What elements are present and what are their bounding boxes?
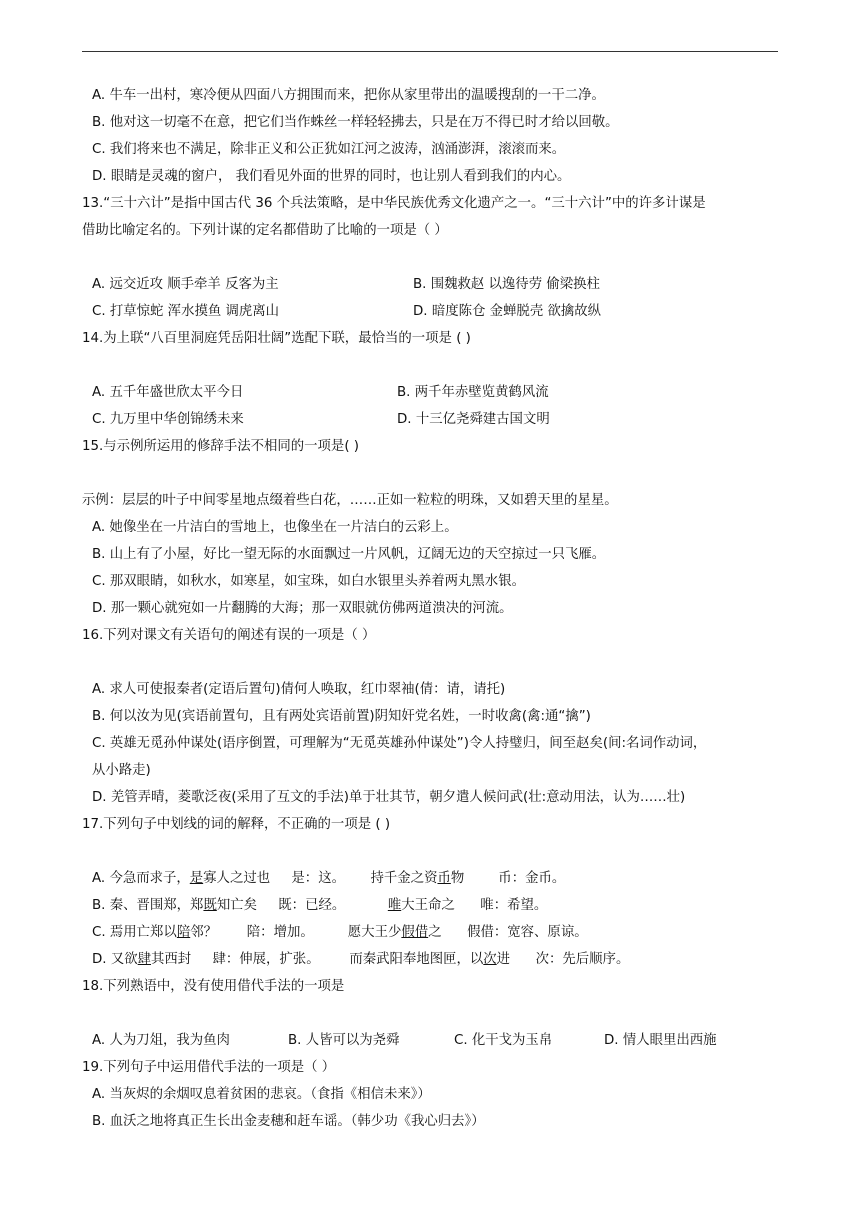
q18-option-c: C. 化干戈为玉帛 xyxy=(454,1033,553,1048)
q13-option-b: B. 围魏救赵 以逸待劳 偷梁换柱 xyxy=(413,277,600,292)
q13-option-a: A. 远交近攻 顺手牵羊 反客为主 xyxy=(92,277,279,292)
q16-option-a: A. 求人可使报秦者(定语后置句)倩何人唤取，红巾翠袖(倩：请，请托) xyxy=(92,682,506,697)
q17-b-pre: B. 秦、晋围郑，郑 xyxy=(92,898,204,913)
header-rule xyxy=(82,51,778,52)
q17-a-underlined-1: 是 xyxy=(189,871,204,886)
q14-option-a: A. 五千年盛世欣太平今日 xyxy=(92,385,244,400)
q17-b-underlined-1: 既 xyxy=(203,898,217,913)
q14-option-d: D. 十三亿尧舜建古国文明 xyxy=(397,412,550,427)
q14-option-b: B. 两千年赤壁览黄鹤风流 xyxy=(397,385,549,400)
q17-c-underlined-2: 假借 xyxy=(401,925,429,940)
q17-option-a xyxy=(92,869,565,889)
q17-d-post: 进 次：先后顺序。 xyxy=(496,952,630,967)
q18-option-d: D. 情人眼里出西施 xyxy=(604,1033,717,1048)
q13-stem-line2: 借助比喻定名的。下列计谋的定名都借助了比喻的一项是（ ） xyxy=(82,223,448,238)
q17-d-underlined-2: 次 xyxy=(483,952,497,967)
q17-a-pre: A. 今急而求子， xyxy=(92,871,190,886)
q16-option-c-line2: 从小路走) xyxy=(92,763,151,778)
q17-d-underlined-1: 肆 xyxy=(137,952,151,967)
q17-d-pre: D. 又欲 xyxy=(92,952,138,967)
q17-b-post: 大王命之 唯：希望。 xyxy=(401,898,548,913)
q17-a-post: 物 币：金币。 xyxy=(450,871,566,886)
q16-option-c-line1: C. 英雄无觅孙仲谋处(语序倒置，可理解为“无觅英雄孙仲谋处”)令人持璧归，间至赵矣(间:名词作动词， xyxy=(92,736,707,751)
q17-option-c xyxy=(92,923,588,943)
q17-stem: 17.下列句子中划线的词的解释，不正确的一项是 ( ) xyxy=(82,817,391,832)
q17-c-pre: C. 焉用亡郑以 xyxy=(92,925,177,940)
q17-a-mid: 寡人之过也 是：这。 持千金之资 xyxy=(203,871,438,886)
q14-option-c: C. 九万里中华创锦绣未来 xyxy=(92,412,244,427)
q13-stem-line1: 13.“三十六计”是指中国古代 36 个兵法策略，是中华民族优秀文化遗产之一。“三十六计”中的许多计谋是 xyxy=(82,196,706,211)
q15-stem: 15.与示例所运用的修辞手法不相同的一项是( ) xyxy=(82,439,360,454)
q13-option-c: C. 打草惊蛇 浑水摸鱼 调虎离山 xyxy=(92,304,280,319)
q17-a-underlined-2: 币 xyxy=(437,871,451,886)
q16-stem: 16.下列对课文有关语句的阐述有误的一项是（ ） xyxy=(82,628,376,643)
q18-option-b: B. 人皆可以为尧舜 xyxy=(288,1033,400,1048)
q12-option-c: C. 我们将来也不满足，除非正义和公正犹如江河之波涛，汹涌澎湃，滚滚而来。 xyxy=(92,142,566,157)
q15-option-c: C. 那双眼睛，如秋水，如寒星，如宝珠，如白水银里头养着两丸黑水银。 xyxy=(92,574,525,589)
q12-option-d: D. 眼睛是灵魂的窗户， 我们看见外面的世界的同时，也让别人看到我们的内心。 xyxy=(92,169,571,184)
q15-option-b: B. 山上有了小屋，好比一望无际的水面飘过一片风帆，辽阔无边的天空掠过一只飞雁。 xyxy=(92,547,606,562)
q15-option-a: A. 她像坐在一片洁白的雪地上，也像坐在一片洁白的云彩上。 xyxy=(92,520,458,535)
q19-option-a: A. 当灰烬的余烟叹息着贫困的悲哀。（食指《相信未来》） xyxy=(92,1087,431,1102)
q12-option-b: B. 他对这一切毫不在意，把它们当作蛛丝一样轻轻拂去，只是在万不得已时才给以回敬。 xyxy=(92,115,619,130)
q17-c-underlined-1: 陪 xyxy=(176,925,191,940)
q15-example: 示例：层层的叶子中间零星地点缀着些白花，……正如一粒粒的明珠，又如碧天里的星星。 xyxy=(82,493,618,508)
q17-b-underlined-2: 唯 xyxy=(387,898,402,913)
q12-option-a: A. 牛车一出村，寒冷便从四面八方拥围而来，把你从家里带出的温暖搜刮的一干二净。 xyxy=(92,88,605,103)
q17-option-d xyxy=(92,950,629,970)
q19-option-b: B. 血沃之地将真正生长出金麦穗和赶车谣。（韩少功《我心归去》） xyxy=(92,1114,485,1129)
q19-stem: 19.下列句子中运用借代手法的一项是（ ） xyxy=(82,1060,336,1075)
q18-option-a: A. 人为刀俎，我为鱼肉 xyxy=(92,1033,230,1048)
q16-option-b: B. 何以汝为见(宾语前置句，且有两处宾语前置)阴知奸党名姓，一时收禽(禽:通“擒”) xyxy=(92,709,591,724)
q18-stem: 18.下列熟语中，没有使用借代手法的一项是 xyxy=(82,979,345,994)
q15-option-d: D. 那一颗心就宛如一片翻腾的大海；那一双眼就仿佛两道溃决的河流。 xyxy=(92,601,513,616)
q17-c-mid: 邻？ 陪：增加。 愿大王少 xyxy=(190,925,402,940)
q17-d-mid: 其西封 肆：伸展，扩张。 而秦武阳奉地图匣，以 xyxy=(151,952,484,967)
q14-stem: 14.为上联“八百里洞庭凭岳阳壮阔”选配下联，最恰当的一项是 ( ) xyxy=(82,331,471,346)
q16-option-d: D. 羌管弄晴，菱歌泛夜(采用了互文的手法)单于壮其节，朝夕遣人候问武(壮:意动用法，认为……壮) xyxy=(92,790,686,805)
q17-option-b xyxy=(92,896,547,916)
q17-b-mid: 知亡矣 既：已经。 xyxy=(216,898,388,913)
q13-option-d: D. 暗度陈仓 金蝉脱壳 欲擒故纵 xyxy=(413,304,602,319)
q17-c-post: 之 假借：宽容、原谅。 xyxy=(428,925,588,940)
